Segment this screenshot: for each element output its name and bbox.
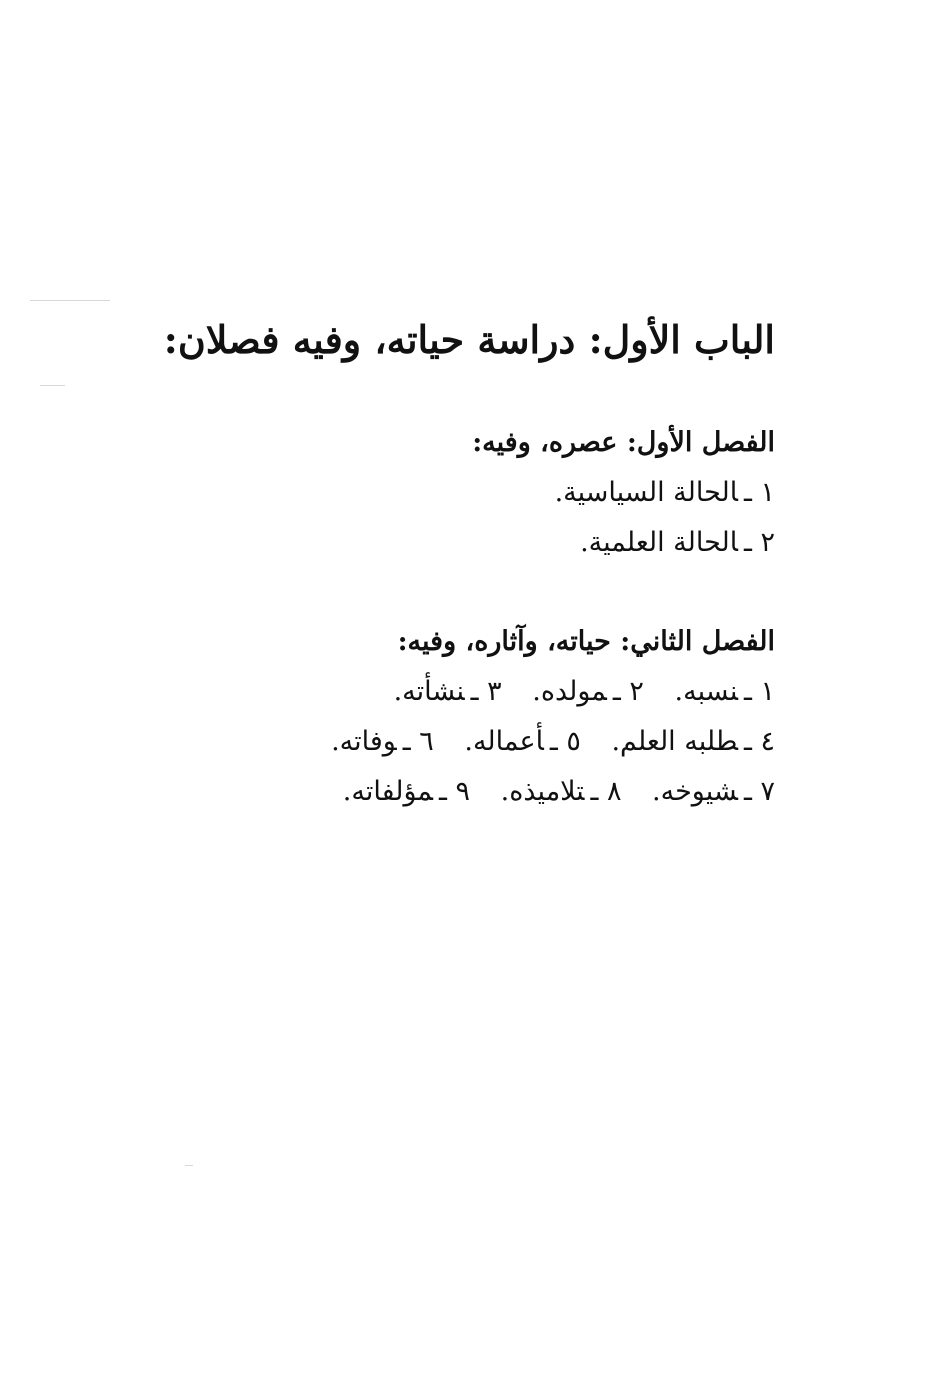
scan-mark — [40, 385, 65, 386]
item-number: ٩ ـ — [439, 776, 471, 807]
item-number: ٢ ـ — [612, 676, 644, 707]
item-text: نسبه. — [674, 676, 738, 707]
item-number: ٨ ـ — [590, 776, 622, 807]
list-item — [394, 676, 502, 707]
item-text: الحالة العلمية. — [580, 527, 738, 558]
item-text: مؤلفاته. — [342, 776, 434, 807]
item-text: نشأته. — [393, 676, 465, 707]
item-number: ٦ ـ — [402, 726, 434, 757]
item-text: أعماله. — [464, 726, 544, 757]
list-item — [472, 518, 775, 568]
item-text: تلاميذه. — [500, 776, 585, 807]
list-item — [472, 468, 775, 518]
list-item — [675, 676, 775, 707]
list-row — [331, 667, 775, 717]
list-item — [464, 726, 580, 757]
list-row — [331, 767, 775, 817]
list-item — [501, 776, 622, 807]
item-number: ٧ ـ — [743, 776, 775, 807]
list-item — [611, 726, 775, 757]
item-text: شيوخه. — [652, 776, 738, 807]
item-text: وفاته. — [331, 726, 397, 757]
item-number: ٢ ـ — [743, 527, 775, 558]
item-text: الحالة السياسية. — [554, 477, 738, 508]
list-row — [331, 717, 775, 767]
chapter-two — [331, 617, 775, 817]
list-item — [532, 676, 644, 707]
scan-mark — [185, 1165, 193, 1166]
item-text: مولده. — [532, 676, 607, 707]
item-text: طلبه العلم. — [611, 726, 738, 757]
item-number: ١ ـ — [743, 676, 775, 707]
list-item — [343, 776, 470, 807]
scan-mark — [30, 300, 110, 301]
item-number: ٣ ـ — [470, 676, 502, 707]
chapter-two-heading: الفصل الثاني: حياته، وآثاره، وفيه: — [397, 626, 775, 657]
part-title: الباب الأول: دراسة حياته، وفيه فصلان: — [163, 317, 775, 362]
list-item — [331, 726, 434, 757]
item-number: ٥ ـ — [549, 726, 581, 757]
item-number: ٤ ـ — [743, 726, 775, 757]
list-item — [652, 776, 775, 807]
chapter-one-heading: الفصل الأول: عصره، وفيه: — [472, 427, 775, 458]
chapter-one — [472, 418, 775, 568]
item-number: ١ ـ — [743, 477, 775, 508]
